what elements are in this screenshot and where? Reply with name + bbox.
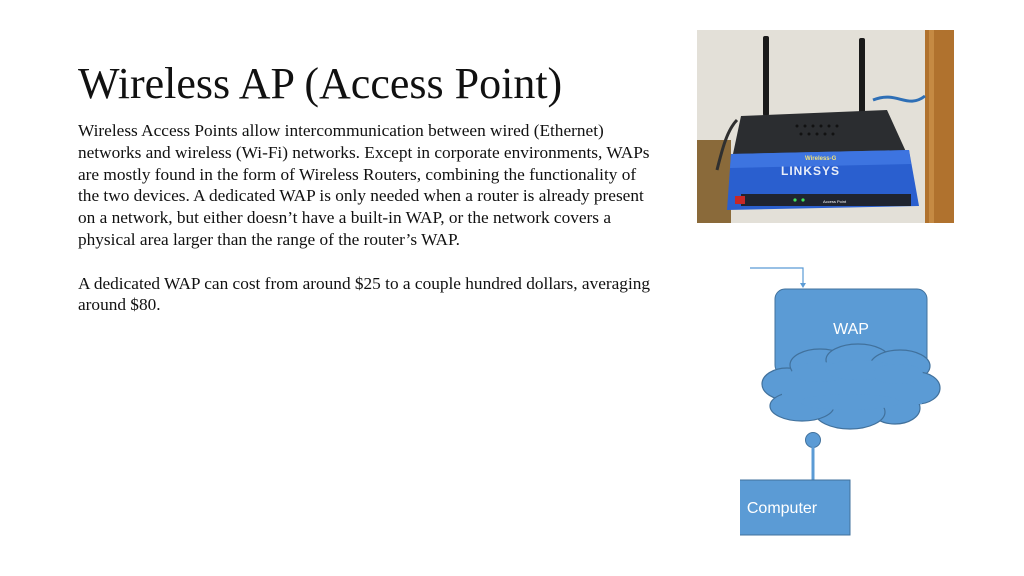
body-paragraph-1: Wireless Access Points allow intercommunication between wired (Ethernet) networks and wireless (Wi-Fi) networks. Except in corporate environments, WAPs are mostly found in the form of Wireless Routers, combining the functionality of the two devices. A dedicated WAP is only needed when a router is already present on a network, but either doesn’t have a built-in WAP, or the network covers a physical area larger than the range of the router’s WAP. bbox=[78, 121, 650, 249]
router-model-text: Wireless-G bbox=[805, 156, 837, 162]
computer-box bbox=[740, 480, 850, 535]
network-diagram bbox=[740, 260, 960, 550]
slide-body bbox=[78, 120, 658, 316]
elbow-connector bbox=[750, 268, 803, 286]
router-brand-text: LINKSYS bbox=[781, 164, 841, 178]
router-photo bbox=[697, 30, 954, 223]
wap-label: WAP bbox=[833, 321, 869, 338]
connector-node bbox=[806, 433, 821, 448]
computer-label: Computer bbox=[746, 500, 818, 517]
slide-title: Wireless AP (Access Point) bbox=[78, 59, 563, 108]
body-paragraph-2: A dedicated WAP can cost from around $25 to a couple hundred dollars, averaging around $80. bbox=[78, 273, 651, 315]
router-subtitle-text: Access Point bbox=[823, 199, 847, 204]
